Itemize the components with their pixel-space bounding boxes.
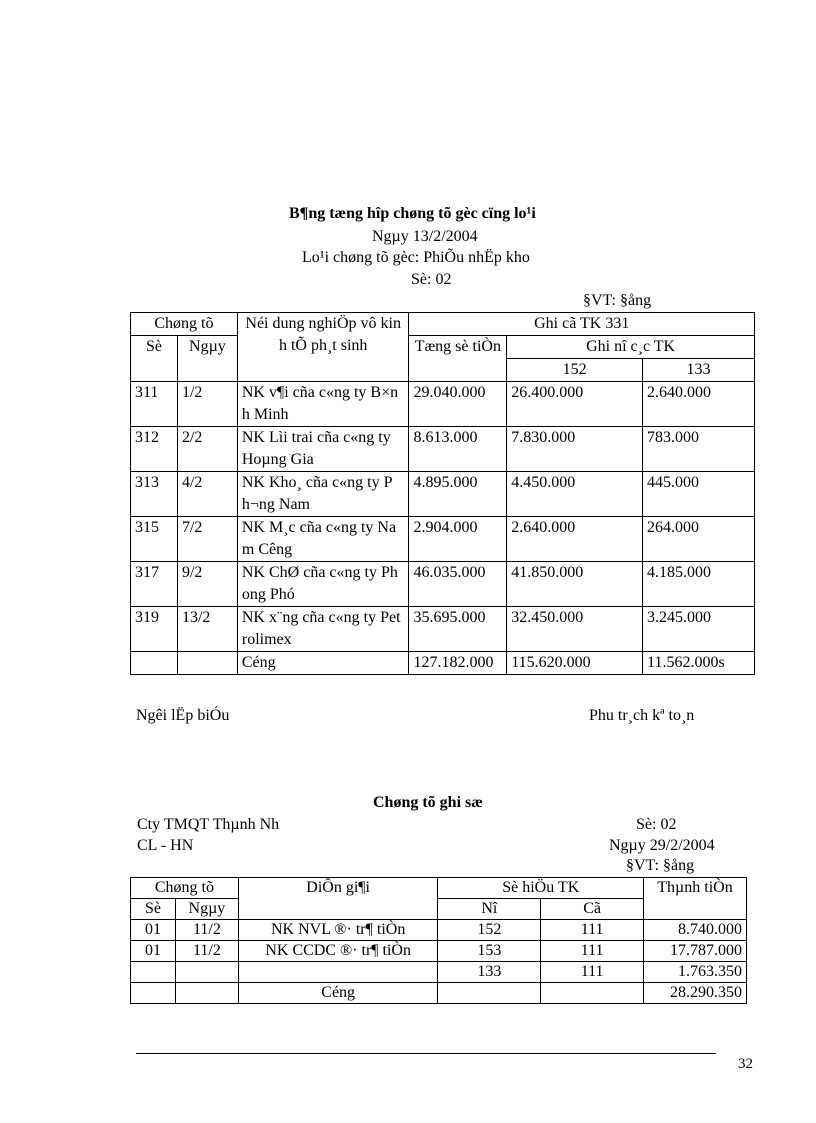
cell-no xyxy=(131,962,176,983)
table-row xyxy=(131,472,755,517)
header-date: Ngµy xyxy=(175,899,238,920)
cell-no: 311 xyxy=(131,382,178,427)
cell-credit: 111 xyxy=(541,941,644,962)
doc1-date: Ngµy 13/2/2004 xyxy=(372,228,478,245)
cell-desc: NK NVL ®· tr¶ tiÒn xyxy=(238,920,438,941)
cell-total: 35.695.000 xyxy=(409,607,507,652)
total-152: 115.620.000 xyxy=(507,652,643,675)
cell-152: 4.450.000 xyxy=(507,472,643,517)
cell-credit: 111 xyxy=(541,962,644,983)
cell-133: 2.640.000 xyxy=(643,382,755,427)
doc2-unit: §VT: §ång xyxy=(626,857,695,874)
cell-credit: 111 xyxy=(541,920,644,941)
doc2-company: Cty TMQT Thµnh Nh xyxy=(137,816,280,833)
table-row xyxy=(131,607,755,652)
cell-133: 4.185.000 xyxy=(643,562,755,607)
cell-debit: 153 xyxy=(438,941,541,962)
cell-desc xyxy=(238,962,438,983)
cell-content: NK M¸c cña c«ng ty Nam Cêng xyxy=(237,517,409,562)
cell-date: 11/2 xyxy=(175,920,238,941)
cell-date: 13/2 xyxy=(177,607,237,652)
table-row xyxy=(131,517,755,562)
cell-total: 4.895.000 xyxy=(409,472,507,517)
total-amount: 28.290.350 xyxy=(644,983,747,1004)
voucher-table xyxy=(130,877,747,1004)
cell-133: 264.000 xyxy=(643,517,755,562)
summary-table xyxy=(130,312,755,675)
cell-date: 9/2 xyxy=(177,562,237,607)
cell-empty xyxy=(541,983,644,1004)
header-date: Ngµy xyxy=(177,336,237,382)
table-row xyxy=(131,920,747,941)
cell-no: 313 xyxy=(131,472,178,517)
cell-no: 315 xyxy=(131,517,178,562)
cell-date: 1/2 xyxy=(177,382,237,427)
doc2-date: Ngµy 29/2/2004 xyxy=(609,837,715,854)
header-acc-133: 133 xyxy=(643,359,755,382)
cell-empty xyxy=(131,983,176,1004)
doc1-type: Lo¹i chøng tõ gèc: PhiÕu nhËp kho xyxy=(302,249,530,266)
cell-no: 01 xyxy=(131,941,176,962)
header-desc: DiÔn gi¶i xyxy=(238,878,438,920)
table-row xyxy=(131,382,755,427)
cell-no: 317 xyxy=(131,562,178,607)
cell-content: NK Kho¸ cña c«ng ty Ph¬ng Nam xyxy=(237,472,409,517)
total-133: 11.562.000s xyxy=(643,652,755,675)
cell-content: NK x¨ng cña c«ng ty Petrolimex xyxy=(237,607,409,652)
table-row xyxy=(131,941,747,962)
total-label: Céng xyxy=(237,652,409,675)
cell-debit: 152 xyxy=(438,920,541,941)
cell-133: 783.000 xyxy=(643,427,755,472)
header-amount: Thµnh tiÒn xyxy=(644,878,747,920)
cell-total: 2.904.000 xyxy=(409,517,507,562)
cell-date: 4/2 xyxy=(177,472,237,517)
table-total-row xyxy=(131,652,755,675)
header-total: Tæng sè tiÒn xyxy=(409,336,507,382)
cell-date: 2/2 xyxy=(177,427,237,472)
header-voucher: Chøng tõ xyxy=(131,313,238,336)
header-voucher: Chøng tõ xyxy=(131,878,239,899)
table-row xyxy=(131,962,747,983)
cell-no: 312 xyxy=(131,427,178,472)
doc2-number: Sè: 02 xyxy=(636,816,677,833)
table-row xyxy=(131,562,755,607)
header-debit: Nî xyxy=(438,899,541,920)
cell-content: NK ChØ cña c«ng ty Phong Phó xyxy=(237,562,409,607)
cell-total: 46.035.000 xyxy=(409,562,507,607)
cell-date: 11/2 xyxy=(175,941,238,962)
header-acc-152: 152 xyxy=(507,359,643,382)
cell-152: 32.450.000 xyxy=(507,607,643,652)
cell-133: 445.000 xyxy=(643,472,755,517)
header-content: Néi dung nghiÖp vô kinh tÕ ph¸t sinh xyxy=(237,313,409,382)
cell-152: 2.640.000 xyxy=(507,517,643,562)
cell-amount: 1.763.350 xyxy=(644,962,747,983)
cell-amount: 17.787.000 xyxy=(644,941,747,962)
doc2-title: Chøng tõ ghi sæ xyxy=(373,794,483,811)
header-credit: Cã xyxy=(541,899,644,920)
signature-preparer: Ngêi lËp biÓu xyxy=(136,707,230,724)
table-total-row xyxy=(131,983,747,1004)
cell-empty xyxy=(131,652,178,675)
cell-133: 3.245.000 xyxy=(643,607,755,652)
cell-152: 7.830.000 xyxy=(507,427,643,472)
cell-152: 26.400.000 xyxy=(507,382,643,427)
cell-date: 7/2 xyxy=(177,517,237,562)
header-no: Sè xyxy=(131,336,178,382)
cell-date xyxy=(175,962,238,983)
cell-empty xyxy=(438,983,541,1004)
cell-desc: NK CCDC ®· tr¶ tiÒn xyxy=(238,941,438,962)
header-credit: Ghi cã TK 331 xyxy=(409,313,755,336)
cell-empty xyxy=(175,983,238,1004)
total-label: Céng xyxy=(238,983,438,1004)
footer-divider xyxy=(136,1053,716,1054)
cell-no: 01 xyxy=(131,920,176,941)
doc1-title: B¶ng tæng hîp chøng tõ gèc cïng lo¹i xyxy=(289,205,536,222)
cell-amount: 8.740.000 xyxy=(644,920,747,941)
cell-total: 29.040.000 xyxy=(409,382,507,427)
cell-content: NK v¶i cña c«ng ty B×nh Minh xyxy=(237,382,409,427)
signature-accountant: Phu tr¸ch kª to¸n xyxy=(589,707,695,724)
page-number: 32 xyxy=(738,1056,753,1072)
doc1-number: Sè: 02 xyxy=(411,271,452,288)
total-amount: 127.182.000 xyxy=(409,652,507,675)
cell-empty xyxy=(177,652,237,675)
cell-no: 319 xyxy=(131,607,178,652)
cell-total: 8.613.000 xyxy=(409,427,507,472)
header-no: Sè xyxy=(131,899,176,920)
table-row xyxy=(131,427,755,472)
cell-152: 41.850.000 xyxy=(507,562,643,607)
doc2-city: CL - HN xyxy=(137,837,194,854)
cell-content: NK Lìi trai cña c«ng ty Hoµng Gia xyxy=(237,427,409,472)
doc1-unit: §VT: §ång xyxy=(583,292,652,309)
header-acc: Sè hiÖu TK xyxy=(438,878,644,899)
cell-debit: 133 xyxy=(438,962,541,983)
header-debit: Ghi nî c¸c TK xyxy=(507,336,755,359)
